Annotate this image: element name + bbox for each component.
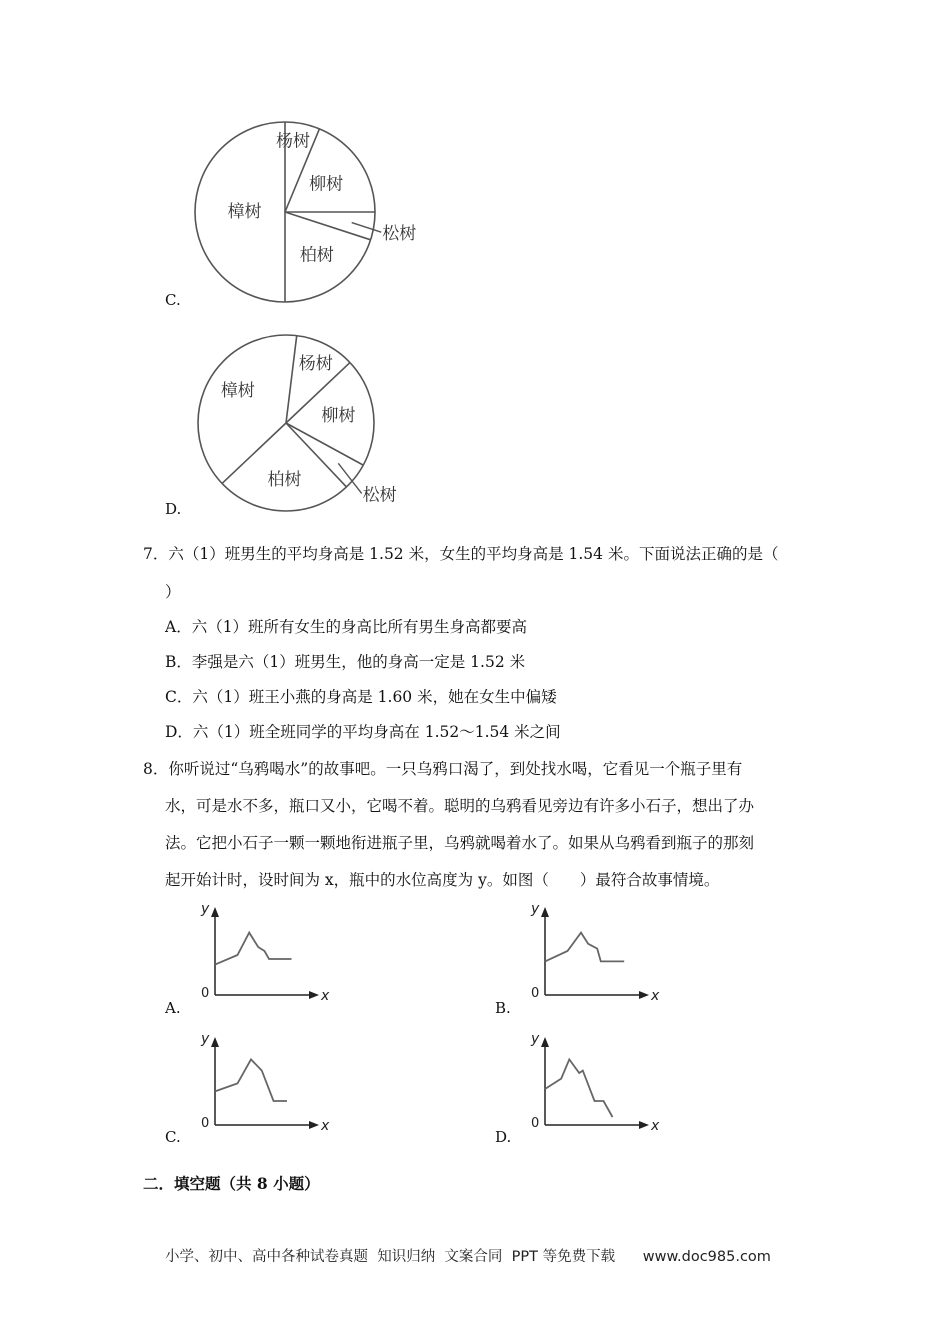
pie-slice-label: 松树 bbox=[362, 485, 397, 506]
footer-text: 小学、初中、高中各种试卷真题 知识归纳 文案合同 PPT 等免费下载 www.doc985.com bbox=[165, 1249, 771, 1265]
pie-slice-boundary bbox=[286, 423, 363, 465]
pie-slice-label: 樟树 bbox=[227, 202, 262, 222]
y-axis-label: y bbox=[531, 901, 540, 917]
y-axis-label: y bbox=[201, 901, 210, 917]
q8-option-label-b: B. bbox=[495, 999, 511, 1017]
x-axis-arrow-icon bbox=[309, 1121, 319, 1129]
line-graph-c bbox=[195, 1031, 330, 1135]
q8-option-label-a: A. bbox=[165, 999, 181, 1017]
pie-slice-label: 杨树 bbox=[276, 131, 311, 152]
y-axis-arrow-icon bbox=[541, 907, 549, 917]
pie-leader-line bbox=[338, 463, 361, 493]
line-graph-b bbox=[525, 901, 660, 1005]
pie-leader-line bbox=[352, 223, 382, 233]
pie-slice-label: 柳树 bbox=[309, 174, 344, 195]
q7-option-b: B．李强是六（1）班男生，他的身高一定是 1.52 米 bbox=[165, 653, 526, 671]
line-graph-a bbox=[195, 901, 330, 1005]
pie-slice-boundary bbox=[285, 212, 371, 240]
pie-slice-label: 松树 bbox=[382, 224, 417, 245]
y-axis-arrow-icon bbox=[541, 1037, 549, 1047]
origin-label: 0 bbox=[531, 986, 540, 1001]
x-axis-label: x bbox=[651, 988, 660, 1004]
q7-option-d: D．六（1）班全班同学的平均身高在 1.52～1.54 米之间 bbox=[165, 723, 561, 741]
pie-chart-c bbox=[190, 115, 430, 310]
pie-slice-label: 柏树 bbox=[299, 245, 334, 266]
x-axis-arrow-icon bbox=[639, 1121, 649, 1129]
q8-stem-line-1: 8．你听说过“乌鸦喝水”的故事吧。一只乌鸦口渴了，到处找水喝，它看见一个瓶子里有 bbox=[143, 760, 743, 778]
water-level-line bbox=[215, 933, 292, 965]
q7-stem-cont: ） bbox=[165, 583, 181, 601]
x-axis-arrow-icon bbox=[639, 991, 649, 999]
y-axis-label: y bbox=[201, 1031, 210, 1047]
option-label-d: D. bbox=[165, 500, 182, 518]
pie-slice-label: 杨树 bbox=[298, 354, 333, 375]
pie-slice-label: 樟树 bbox=[220, 381, 255, 402]
water-level-line bbox=[545, 1059, 613, 1117]
water-level-line bbox=[215, 1059, 287, 1101]
water-level-line bbox=[545, 933, 624, 962]
origin-label: 0 bbox=[201, 986, 210, 1001]
origin-label: 0 bbox=[201, 1116, 210, 1131]
line-graph-d bbox=[525, 1031, 660, 1135]
y-axis-arrow-icon bbox=[211, 907, 219, 917]
q8-option-label-c: C. bbox=[165, 1128, 181, 1146]
x-axis-label: x bbox=[321, 988, 330, 1004]
x-axis-arrow-icon bbox=[309, 991, 319, 999]
pie-slice-label: 柳树 bbox=[321, 406, 356, 427]
q8-stem-line-2: 水，可是水不多，瓶口又小，它喝不着。聪明的乌鸦看见旁边有许多小石子，想出了办 bbox=[165, 797, 755, 815]
origin-label: 0 bbox=[531, 1116, 540, 1131]
x-axis-label: x bbox=[651, 1118, 660, 1134]
y-axis-label: y bbox=[531, 1031, 540, 1047]
option-label-c: C. bbox=[165, 291, 181, 309]
q8-option-label-d: D. bbox=[495, 1128, 512, 1146]
pie-chart-d bbox=[190, 328, 430, 523]
pie-slice-label: 柏树 bbox=[267, 470, 302, 491]
pie-slice-boundary bbox=[286, 336, 297, 423]
section-title: 二．填空题（共 8 小题） bbox=[143, 1174, 320, 1193]
q7-stem: 7．六（1）班男生的平均身高是 1.52 米，女生的平均身高是 1.54 米。下面说法正确的是（ bbox=[143, 545, 779, 563]
q7-option-c: C．六（1）班王小燕的身高是 1.60 米，她在女生中偏矮 bbox=[165, 688, 557, 706]
q7-option-a: A．六（1）班所有女生的身高比所有男生身高都要高 bbox=[165, 618, 528, 636]
y-axis-arrow-icon bbox=[211, 1037, 219, 1047]
x-axis-label: x bbox=[321, 1118, 330, 1134]
q8-stem-line-3: 法。它把小石子一颗一颗地衔进瓶子里，乌鸦就喝着水了。如果从乌鸦看到瓶子的那刻 bbox=[165, 834, 755, 852]
q8-stem-line-4: 起开始计时，设时间为 x，瓶中的水位高度为 y。如图（ ）最符合故事情境。 bbox=[165, 871, 720, 889]
